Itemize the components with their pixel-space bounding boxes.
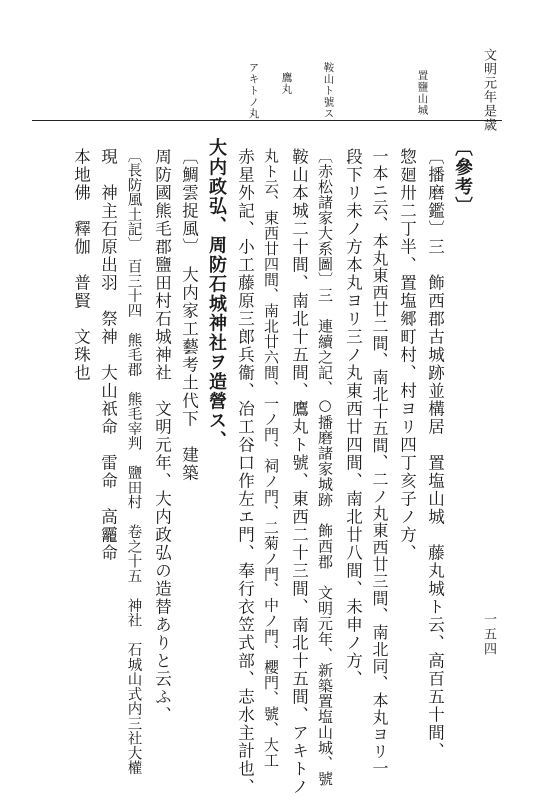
margin-note-kurayama: 鞍山ト號ス xyxy=(322,62,335,120)
page-number: 一五四 xyxy=(481,612,496,657)
text-column: 丸ト云、東西廿四間、南北廿六間、一ノ門、祠ノ門、二菊ノ門、中ノ門、櫻門、號、大工 xyxy=(262,148,280,768)
text-column: 段下リ未ノ方本丸ヨリ三ノ丸東西廿四間、南北廿八間、未申ノ方、 xyxy=(343,148,363,688)
text-column: 〔赤松諸家大系圖〕三 連續之記、○播磨諸家城跡 飾西郡 文明元年、新築置塩山城、號 xyxy=(316,148,334,787)
header-rule xyxy=(32,120,502,121)
margin-note-akitonomaru: アキトノ丸 xyxy=(247,62,260,120)
text-column: 周防國熊毛郡鹽田村石城神社 文明元年、大内政弘の造替ありと云ふ、 xyxy=(152,148,172,724)
text-column: 一本ニ云、本丸東西廿二間、南北十五間、二ノ丸東西廿三間、南北同、本丸ヨリ一 xyxy=(370,148,389,777)
margin-note-takamaru: 鷹丸 xyxy=(280,72,293,95)
entry-heading: 大内政弘、周防石城神社ヲ造營ス、 xyxy=(206,138,227,450)
text-column: 〔長防風土記〕 百三十四 熊毛郡 熊毛宰判 鹽田村 卷之十五 神社 石城山式内三社大權 xyxy=(125,148,142,775)
text-column: 〔鯛雲捉風〕 大内家工藝考土代下 建築 xyxy=(179,148,199,482)
text-column: 現 神主石原出羽 祭神 大山祇命 雷命 高龗命 xyxy=(98,148,118,562)
section-reference: 〔參考〕 xyxy=(452,138,473,216)
text-column: 鞍山本城二十間、南北十五間、鷹丸ト號、東西二十三間、南北十五間、アキトノ xyxy=(289,148,309,796)
text-column: 赤星外記、小工藤原三郎兵衞、冶工谷口作左エ門、奉行衣笠式部、志水主計也、 xyxy=(235,148,255,796)
running-title: 文明元年是歳 xyxy=(481,48,496,132)
text-column: 本地佛 釋伽 普賢 文珠也 xyxy=(71,148,91,382)
margin-note-castle: 置鹽山城 xyxy=(416,70,429,116)
text-column: 〔播磨鑑〕三 飾西郡古城跡並構居 置塩山城 藤丸城ト云、高百五十間、 xyxy=(425,148,445,760)
text-column: 惣廻卅二丁半、置塩郷町村、村ヨリ四丁亥子ノ方、 xyxy=(397,148,417,562)
